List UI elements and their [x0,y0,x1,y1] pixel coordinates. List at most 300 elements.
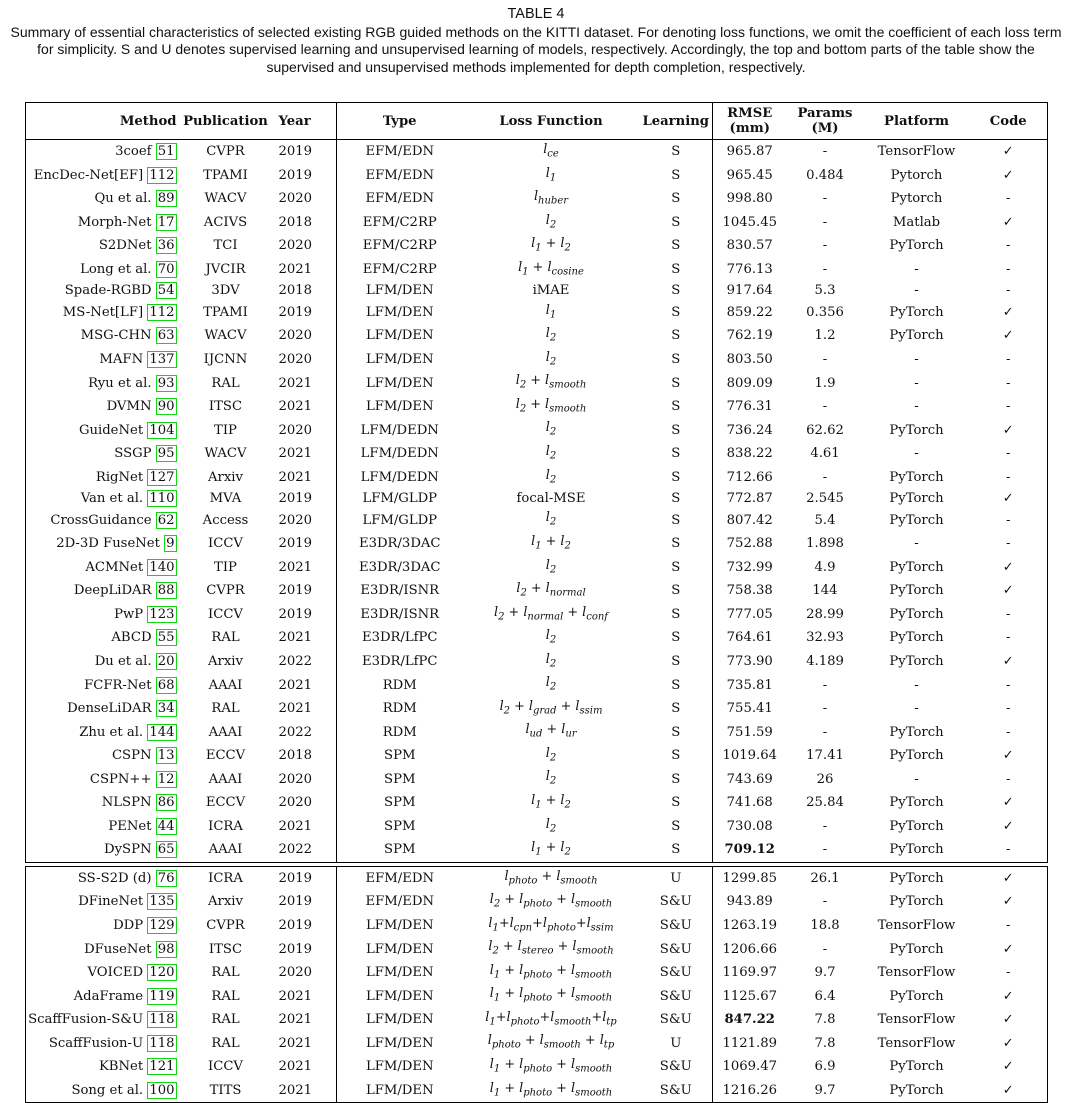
method-name: CSPN [111,748,152,764]
rmse-cell: 776.31 [726,399,773,415]
table-row [26,697,1048,721]
params-cell: 1.898 [806,536,844,552]
params-cell: 7.8 [814,1035,836,1051]
methods-table [25,102,1048,1103]
type-cell: LFM/DEN [365,1059,434,1075]
code-cell: - [970,442,1048,466]
loss-expression: focal-MSE [516,491,586,507]
learning-cell: S [640,838,713,862]
citation: 98 [157,941,175,957]
loss-expression: $l_{photo} + l_{smooth}$ [504,868,598,887]
method-name: DVMN [106,399,152,415]
header-method: Method [26,103,181,140]
method-cell [26,281,181,300]
citation: 36 [157,238,175,254]
publication-cell: WACV [204,328,247,344]
code-cell: ✓ [970,744,1048,768]
params-cell: 25.84 [806,795,844,811]
citation: 95 [157,446,175,462]
method-cell [26,914,181,938]
publication-cell: AAAI [208,771,243,787]
params-cell: 2.545 [806,491,844,507]
params-cell: 4.61 [810,446,840,462]
rmse-cell: 730.08 [726,818,773,834]
type-cell: LFM/DEDN [360,422,439,438]
citation: 140 [149,559,175,575]
year-cell: 2018 [271,281,337,300]
type-cell: EFM/C2RP [362,262,437,277]
method-cell [26,767,181,791]
citation: 110 [149,491,175,507]
code-cell: - [970,371,1048,395]
loss-expression: $l_1 + l_2$ [531,793,571,811]
loss-expression: $l_2 + l_{smooth}$ [515,373,587,391]
method-name: Qu et al. [94,191,152,207]
learning-cell: S [640,489,713,508]
method-cell [26,1055,181,1079]
type-cell: SPM [384,771,416,787]
method-cell [26,890,181,914]
params-cell: 7.8 [814,1012,836,1028]
loss-expression: iMAE [532,283,570,299]
caption-text: Summary of essential characteristics of selected existing RGB guided methods on the KITTI dataset. For denoting loss functions, we omit the coefficient of each loss term for simplicity. S and U denotes supervised learning and unsupervised learning of models, respectively. Accordingly, the top and bottom parts of the table show the supervised and unsupervised methods implemented for depth completion, respectively. [10,23,1062,75]
type-cell: LFM/DEDN [360,446,439,462]
method-cell [26,187,181,211]
method-cell [26,984,181,1008]
rmse-cell: 998.80 [726,191,773,207]
params-cell: - [822,894,828,910]
learning-cell: S&U [640,937,713,961]
table-row [26,914,1048,938]
year-cell: 2020 [271,508,337,532]
loss-cell [463,720,640,744]
publication-cell: MVA [209,491,242,507]
code-cell: ✓ [970,866,1048,890]
citation: 62 [157,512,175,528]
table-row [26,508,1048,532]
learning-cell: S [640,720,713,744]
loss-cell [463,301,640,325]
code-cell: - [970,234,1048,258]
rmse-cell: 1019.64 [722,748,778,764]
header-platform: Platform [864,103,970,140]
method-name: KBNet [98,1059,144,1075]
loss-cell [463,673,640,697]
table-row [26,866,1048,890]
rmse-cell: 1069.47 [722,1059,778,1075]
loss-cell [463,508,640,532]
loss-cell [463,650,640,674]
loss-expression: $l_1 + l_2$ [531,840,571,858]
citation: 68 [157,677,175,693]
rmse-cell: 735.81 [726,677,773,693]
platform-cell: PyTorch [889,491,944,507]
method-cell [26,937,181,961]
learning-cell: S [640,767,713,791]
citation: 9 [166,536,175,552]
code-cell: ✓ [970,211,1048,235]
rmse-cell: 1125.67 [722,988,778,1004]
loss-expression: $l_2 + l_{smooth}$ [515,396,587,415]
method-name: MSG-CHN [80,328,152,344]
params-cell: - [822,352,828,368]
type-cell: LFM/DEN [365,918,434,933]
rmse-cell: 712.66 [726,469,773,485]
loss-expression: $l_{ce}$ [543,142,559,160]
citation: 55 [157,630,175,646]
params-cell: - [822,941,828,957]
rmse-cell: 838.22 [726,446,773,462]
learning-cell: U [640,1031,713,1055]
publication-cell: AAAI [181,838,271,862]
learning-cell: S [640,815,713,839]
table-row [26,650,1048,674]
year-cell: 2021 [271,626,337,650]
method-cell [26,1008,181,1032]
rmse-cell: 917.64 [726,283,773,299]
table-row [26,301,1048,325]
code-cell: ✓ [970,1008,1048,1032]
loss-expression: $l_1 + l_2$ [531,533,571,552]
platform-cell: PyTorch [889,941,944,957]
rmse-cell: 751.59 [726,724,773,740]
year-cell: 2021 [271,673,337,697]
loss-cell [463,164,640,188]
rmse-cell: 1216.26 [713,1079,787,1103]
publication-cell: CVPR [206,583,245,599]
loss-cell [463,281,640,300]
loss-cell [463,211,640,235]
method-cell [26,650,181,674]
method-name: DySPN [104,842,152,858]
method-name: PwP [114,606,144,622]
code-cell: ✓ [970,418,1048,442]
type-cell: LFM/DEN [365,1012,434,1028]
publication-cell: Access [202,512,249,528]
table-row [26,984,1048,1008]
learning-cell: S [640,791,713,815]
loss-cell [463,418,640,442]
rmse-cell: 777.05 [726,606,773,622]
year-cell: 2019 [271,301,337,325]
loss-cell [463,937,640,961]
loss-cell [463,348,640,372]
loss-expression: $l_1 + l_{cosine}$ [518,259,584,278]
rmse-cell: 859.22 [726,304,773,320]
citation: 65 [157,842,175,858]
params-cell: 18.8 [810,918,840,933]
method-cell [26,395,181,419]
rmse-cell: 741.68 [726,795,773,811]
publication-cell: TCI [213,238,238,254]
platform-cell: - [914,262,919,277]
rmse-cell: 762.19 [726,328,773,344]
method-name: CrossGuidance [50,512,152,528]
learning-cell: S [640,395,713,419]
citation: 100 [149,1082,175,1098]
type-cell: SPM [384,818,416,834]
loss-expression: $l_2 + l_{stereo} + l_{smooth}$ [488,939,614,957]
learning-cell: S [640,187,713,211]
platform-cell: - [914,283,919,299]
year-cell: 2022 [271,720,337,744]
loss-cell [463,890,640,914]
header-params-line2: (M) [811,121,839,136]
publication-cell: TIP [214,559,237,575]
citation: 118 [149,1012,175,1028]
platform-cell: - [914,399,919,415]
citation: 127 [149,469,175,485]
method-name: S2DNet [98,238,152,254]
loss-expression: $l_2$ [545,628,557,646]
table-row [26,815,1048,839]
method-cell [26,258,181,282]
loss-expression: $l_2$ [545,557,557,576]
params-cell: 0.484 [806,167,844,183]
params-cell: 26.1 [787,866,864,890]
loss-expression: $l_1+l_{cpn}+l_{photo}+l_{ssim}$ [488,915,614,934]
loss-cell [463,1031,640,1055]
table-row [26,281,1048,300]
table-row [26,603,1048,627]
learning-cell: S [640,744,713,768]
type-cell: SPM [384,748,416,764]
loss-cell [463,140,640,164]
citation: 86 [157,795,175,811]
platform-cell: PyTorch [889,630,944,646]
loss-cell [463,324,640,348]
code-cell: - [970,258,1048,282]
year-cell: 2021 [271,697,337,721]
citation: 112 [149,304,175,320]
params-cell: - [822,399,828,415]
code-cell: ✓ [970,791,1048,815]
loss-cell [463,838,640,862]
method-name: Du et al. [94,653,152,669]
method-name: MAFN [99,352,144,368]
type-cell: LFM/DEN [365,352,434,368]
type-cell: LFM/DEN [365,399,434,415]
method-cell [26,466,181,490]
params-cell: 0.356 [806,304,844,320]
platform-cell: PyTorch [889,748,944,764]
code-cell: - [970,348,1048,372]
method-name: 3coef [115,144,152,160]
loss-expression: $l_2$ [545,651,557,670]
learning-cell: S [640,626,713,650]
rmse-cell: 807.42 [726,512,773,528]
loss-expression: $l_2$ [545,443,557,462]
params-cell: - [822,677,828,693]
method-cell [26,442,181,466]
method-name: Morph-Net [77,214,152,230]
method-name: ScaffFusion-S&U [28,1012,144,1028]
table-row [26,1055,1048,1079]
loss-cell [463,234,640,258]
citation: 63 [157,328,175,344]
publication-cell: ACIVS [203,214,248,230]
publication-cell: ICCV [208,606,243,622]
code-cell: ✓ [970,890,1048,914]
loss-cell [463,984,640,1008]
table-row [26,1008,1048,1032]
code-cell: ✓ [970,815,1048,839]
loss-cell [463,532,640,556]
code-cell: ✓ [970,164,1048,188]
loss-cell [463,371,640,395]
publication-cell: ITSC [208,399,243,415]
learning-cell: S [640,556,713,580]
header-params [787,103,864,140]
params-cell: - [822,724,828,740]
platform-cell: PyTorch [889,894,944,910]
publication-cell: Arxiv [208,894,243,910]
method-cell [26,961,181,985]
loss-cell [463,1008,640,1032]
rmse-cell: 773.90 [726,653,773,669]
header-params-line1: Params [797,106,853,121]
learning-cell: S [640,140,713,164]
rmse-cell: 830.57 [726,238,773,254]
platform-cell: PyTorch [889,795,944,811]
type-cell: E3DR/3DAC [358,536,441,552]
publication-cell: ICCV [208,1059,243,1075]
method-cell [26,815,181,839]
params-cell: 28.99 [806,606,844,622]
learning-cell: S&U [640,961,713,985]
method-cell [26,234,181,258]
platform-cell: - [914,446,919,462]
type-cell: EFM/EDN [337,866,463,890]
params-cell: 144 [812,583,838,599]
loss-expression: $l_2$ [545,467,557,486]
method-cell [26,371,181,395]
method-cell [26,418,181,442]
platform-cell: PyTorch [889,606,944,622]
publication-cell: ITSC [208,941,243,957]
year-cell: 2021 [271,371,337,395]
citation: 20 [157,653,175,669]
method-cell [26,508,181,532]
type-cell: E3DR/3DAC [358,559,441,575]
year-cell: 2022 [271,838,337,862]
type-cell: LFM/DEN [365,965,434,981]
params-cell: 9.7 [814,965,836,981]
year-cell: 2018 [271,744,337,768]
loss-expression: $l_{photo} + l_{smooth} + l_{tp}$ [487,1033,615,1052]
learning-cell: S [640,258,713,282]
type-cell: LFM/DEN [365,375,434,391]
rmse-cell: 965.87 [726,144,773,160]
loss-expression: $l_2$ [545,420,557,438]
year-cell: 2021 [271,815,337,839]
loss-cell [463,767,640,791]
publication-cell: ICRA [181,866,271,890]
method-cell [26,556,181,580]
platform-cell: PyTorch [889,988,944,1004]
method-name: ACMNet [85,559,144,575]
code-cell: - [970,914,1048,938]
year-cell: 2020 [271,324,337,348]
params-cell: - [822,469,828,485]
params-cell: - [822,262,828,277]
code-cell: ✓ [970,489,1048,508]
citation: 119 [149,988,175,1004]
loss-expression: $l_2 + l_{photo} + l_{smooth}$ [489,892,613,910]
method-cell [26,603,181,627]
loss-expression: $l_2$ [545,326,557,344]
loss-cell [463,395,640,419]
rmse-cell: 743.69 [726,771,773,787]
learning-cell: S [640,164,713,188]
rmse-cell: 1121.89 [722,1035,778,1051]
table-row [26,626,1048,650]
rmse-cell: 755.41 [726,701,773,717]
citation: 144 [149,724,175,740]
platform-cell: PyTorch [889,328,944,344]
type-cell: SPM [337,838,463,862]
year-cell: 2021 [271,556,337,580]
method-name: Song et al. [71,1082,144,1098]
citation: 34 [157,701,175,717]
citation: 70 [157,262,175,277]
learning-cell: S&U [640,914,713,938]
loss-cell [463,744,640,768]
method-name: VOICED [87,965,144,981]
method-name: Zhu et al. [79,724,144,740]
learning-cell: S [640,442,713,466]
loss-expression: $l_1 + l_{photo} + l_{smooth}$ [489,1057,613,1075]
rmse-cell: 1206.66 [722,941,778,957]
params-cell: 6.9 [814,1059,836,1075]
table-row [26,395,1048,419]
citation: 135 [149,894,175,910]
header-row [26,103,1048,140]
code-cell: - [970,395,1048,419]
table-row [26,442,1048,466]
code-cell: - [970,187,1048,211]
params-cell: 5.3 [814,283,836,299]
method-name: Van et al. [80,491,144,507]
header-year: Year [271,103,337,140]
method-name: PENet [108,818,152,834]
loss-cell [463,914,640,938]
publication-cell: Arxiv [208,469,243,485]
rmse-cell: 809.09 [726,375,773,391]
type-cell: LFM/DEN [365,988,434,1004]
rmse-cell: 847.22 [724,1012,775,1028]
platform-cell: - [914,536,919,552]
code-cell: ✓ [970,140,1048,164]
type-cell: LFM/GLDP [362,512,438,528]
loss-expression: $l_2 + l_{normal} + l_{conf}$ [493,604,609,623]
method-cell [26,579,181,603]
platform-cell: TensorFlow [877,1035,956,1051]
learning-cell: S [640,532,713,556]
method-name: NLSPN [101,795,152,811]
year-cell: 2021 [271,258,337,282]
platform-cell: PyTorch [889,1059,944,1075]
code-cell: - [970,508,1048,532]
learning-cell: S [640,348,713,372]
publication-cell: AAAI [208,677,243,693]
code-cell: - [970,838,1048,862]
code-cell: - [970,720,1048,744]
type-cell: EFM/EDN [365,894,434,910]
rmse-cell: 1299.85 [713,866,787,890]
year-cell: 2019 [271,914,337,938]
citation: 129 [149,918,175,933]
